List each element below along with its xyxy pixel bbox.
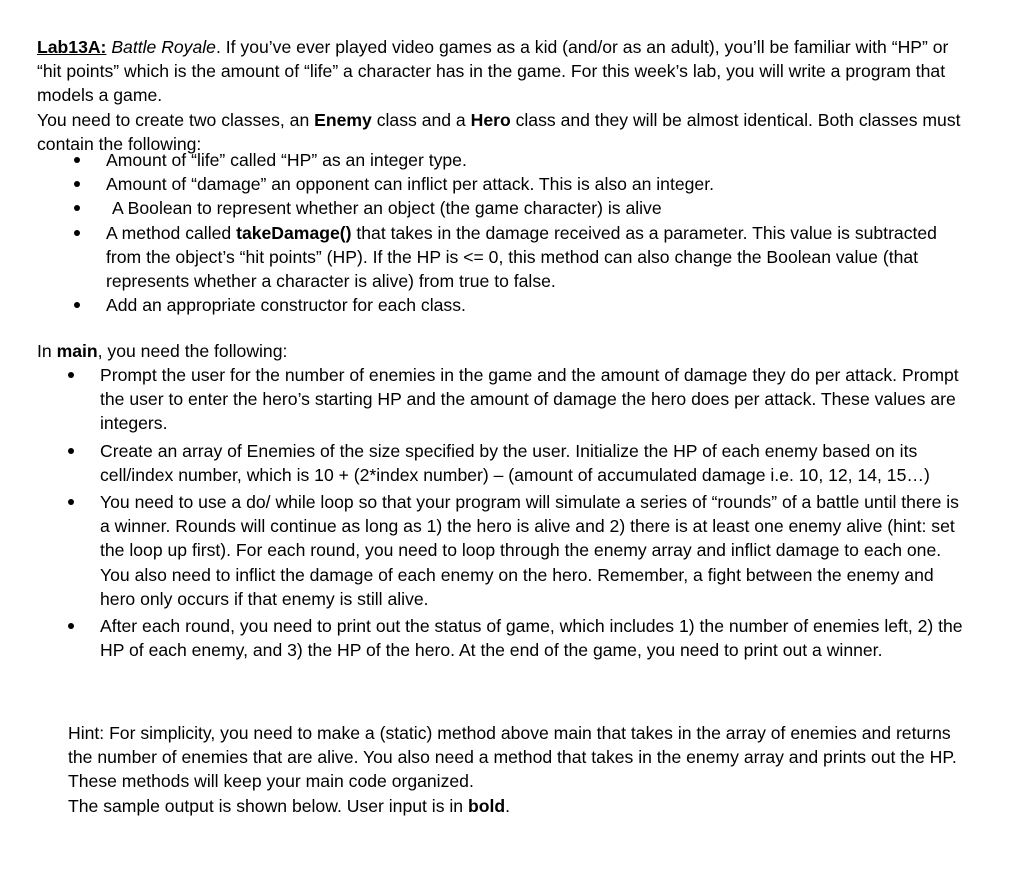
intro-block [37,35,972,156]
bullet-icon [68,499,74,505]
class-requirements-list [74,148,969,317]
list-item: After each round, you need to print out the status of game, which includes 1) the number of enemies left, 2) the HP of each enemy, and 3) the HP of the hero. At the end of the game, you need to print out a winner. [68,614,973,662]
bullet-icon [68,372,74,378]
main-requirements-list [68,363,973,662]
list-item: Amount of “life” called “HP” as an integer type. [74,148,969,172]
intro-paragraph [37,35,972,108]
list-item: Amount of “damage” an opponent can inflict per attack. This is also an integer. [74,172,969,196]
bullet-icon [68,448,74,454]
list-item: Create an array of Enemies of the size specified by the user. Initialize the HP of each enemy based on its cell/index number, which is 10 + (2*index number) – (amount of accumulated damage i.e. 10, 12, 14, 15…) [68,439,973,487]
hint-block [68,721,973,818]
bullet-icon [74,205,80,211]
list-item: Prompt the user for the number of enemies in the game and the amount of damage they do per attack. Prompt the user to enter the hero’s starting HP and the amount of damage the hero does per attack. These values are integers. [68,363,973,436]
bullet-icon [68,623,74,629]
classes-paragraph: You need to create two classes, an Enemy class and a Hero class and they will be almost identical. Both classes must contain the following: [37,109,961,154]
bullet-icon [74,230,80,236]
sample-output-note: The sample output is shown below. User input is in bold. [68,795,511,816]
lab-title: Lab13A: [37,37,107,57]
list-item: A method called takeDamage() that takes in the damage received as a parameter. This value is subtracted from the object’s “hit points” (HP). If the HP is <= 0, this method can also change the Boolean value (that represents whether a character is alive) from true to false. [74,221,969,294]
bullet-icon [74,157,80,163]
bullet-icon [74,302,80,308]
list-item: You need to use a do/ while loop so that your program will simulate a series of “rounds” of a battle until there is a winner. Rounds will continue as long as 1) the hero is alive and 2) there is at least one enemy alive (hint: set the loop up first). For each round, you need to loop through the enemy array and inflict damage to each one. You also need to inflict the damage of each enemy on the hero. Remember, a fight between the enemy and hero only occurs if that enemy is still alive. [68,490,973,611]
intro-text: . If you’ve ever played video games as a kid (and/or as an adult), you’ll be familiar with “HP” or “hit points” which is the amount of “life” a character has in the game. For this week’s lab, you will write a program that models a game. [37,37,949,106]
list-item: A Boolean to represent whether an object (the game character) is alive [74,196,969,220]
hint-paragraph: Hint: For simplicity, you need to make a (static) method above main that takes in the array of enemies and returns the number of enemies that are alive. You also need a method that takes in the enemy array and prints out the HP. These methods will keep your main code organized. [68,723,957,792]
main-heading: In main, you need the following: [37,341,288,361]
bullet-icon [74,181,80,187]
list-item: Add an appropriate constructor for each class. [74,293,969,317]
lab-subtitle: Battle Royale [111,37,216,57]
